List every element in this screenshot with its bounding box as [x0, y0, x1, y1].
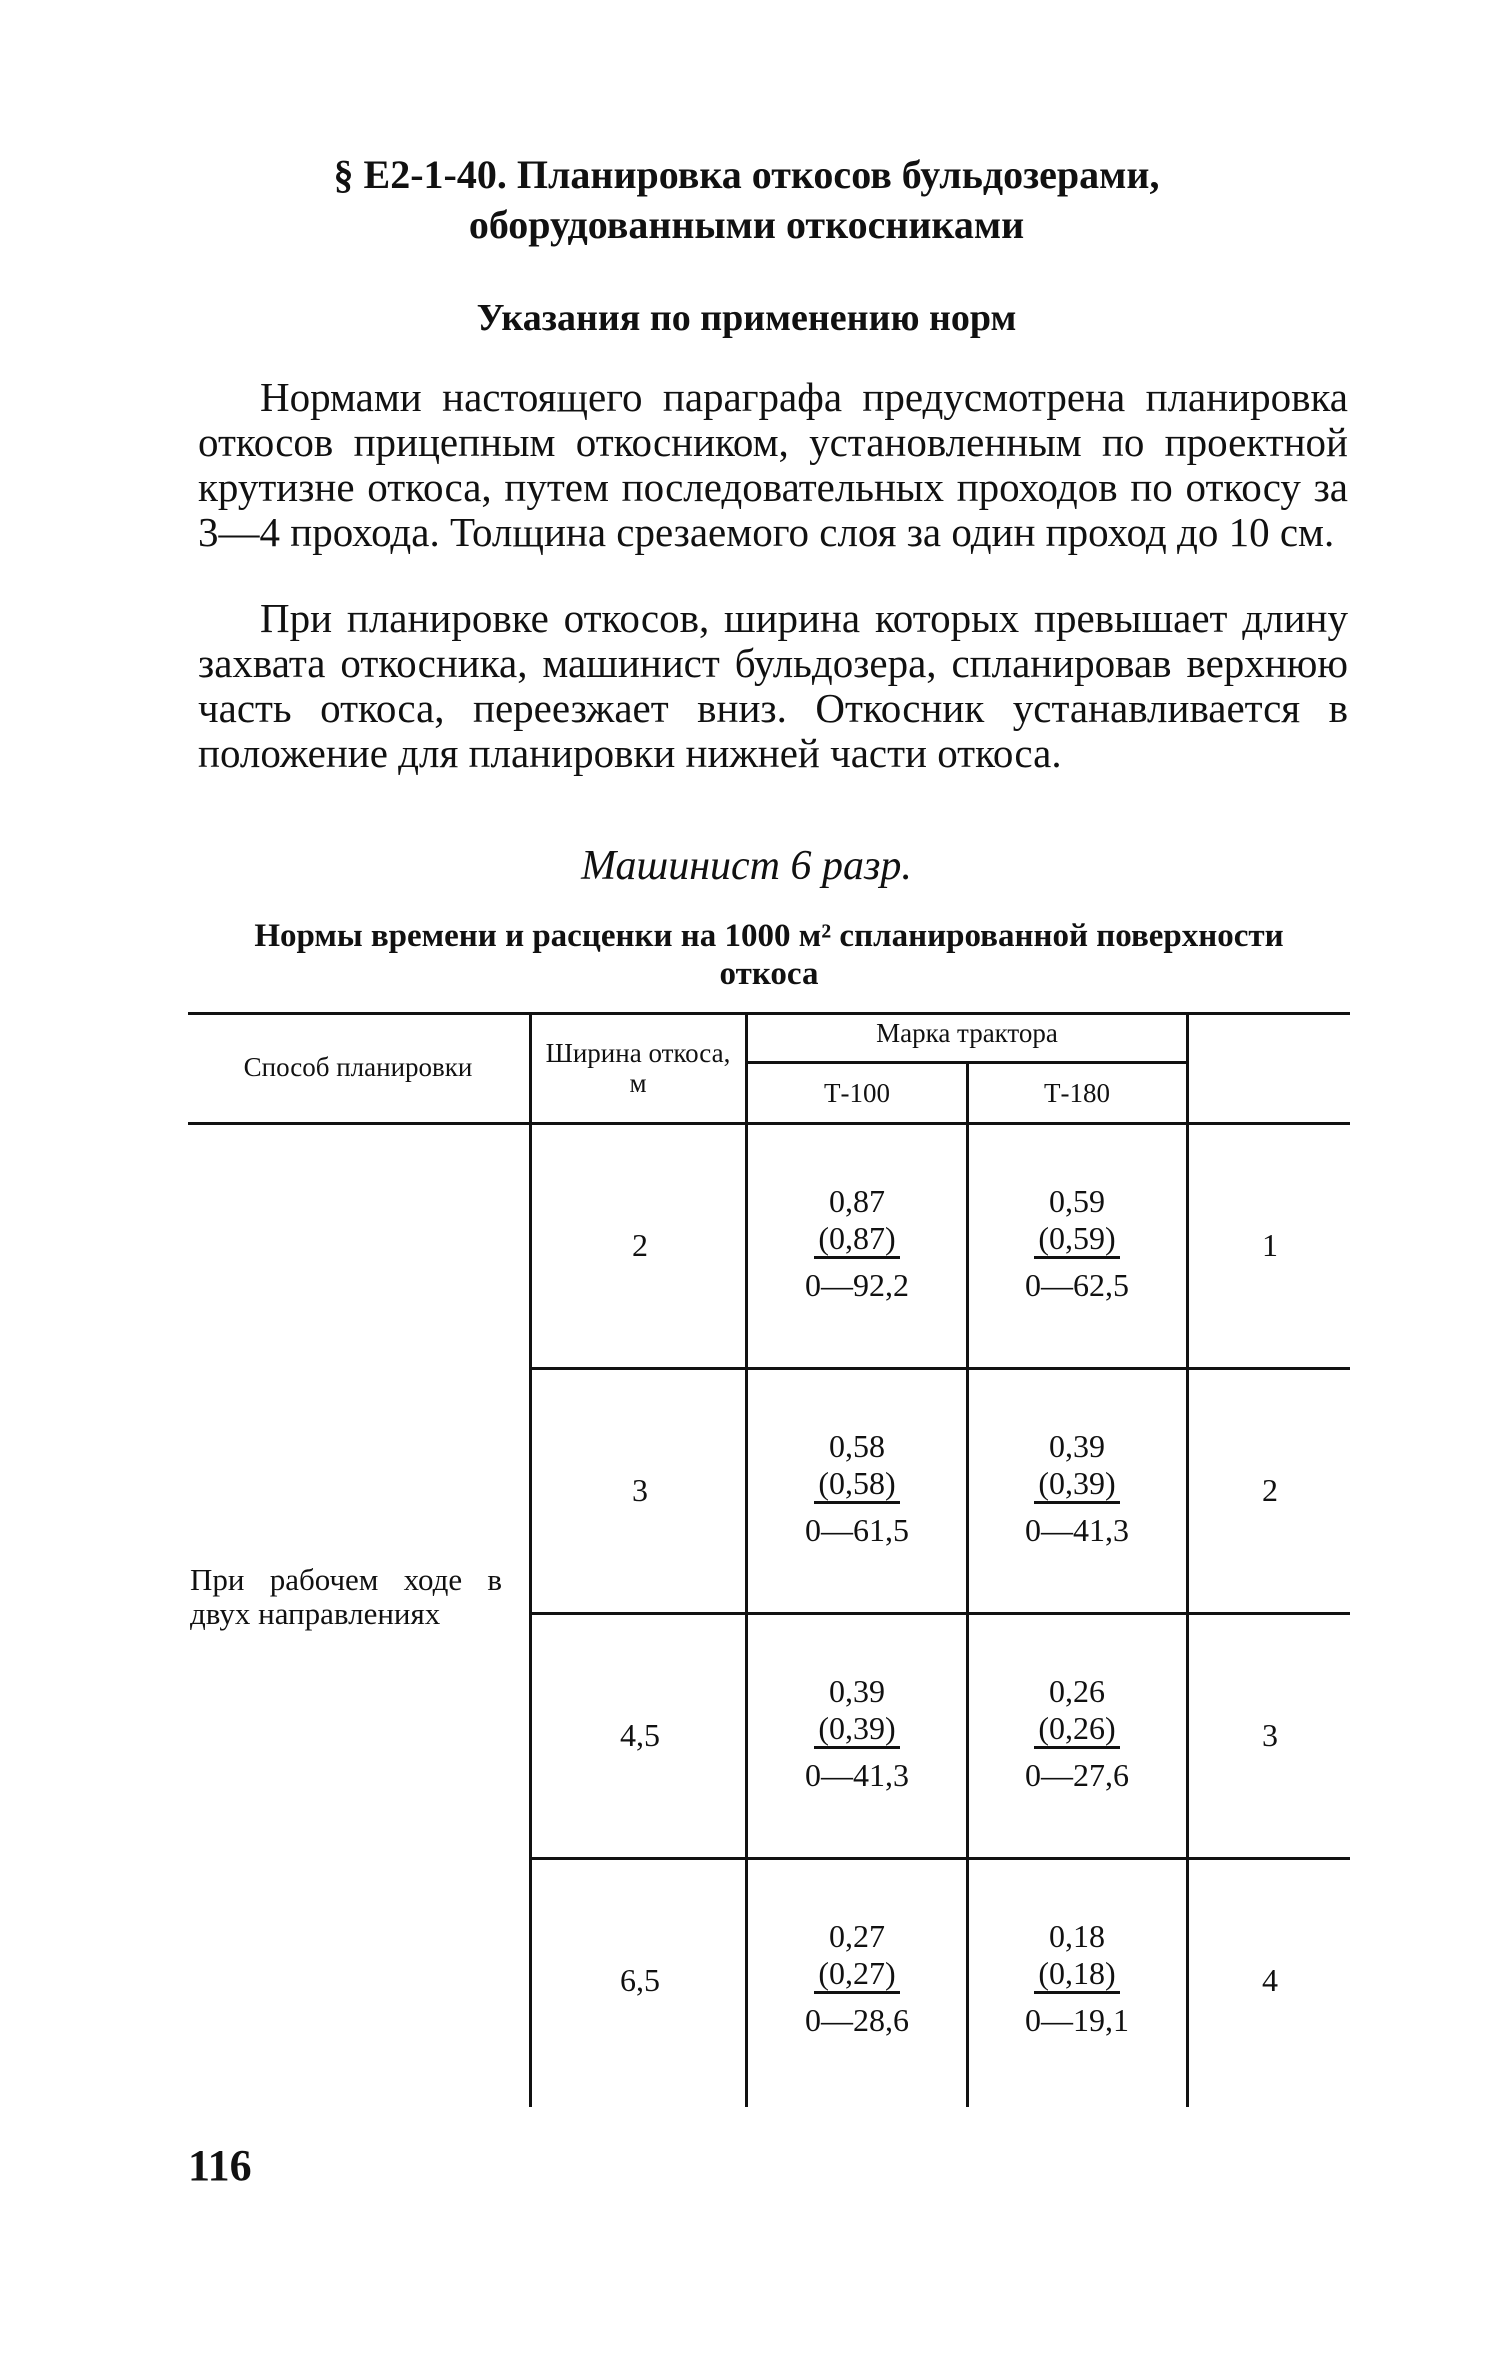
instructions-heading: Указания по применению норм: [476, 297, 1017, 339]
col-rule-t180: [1186, 1012, 1189, 2107]
section-title-line1: § Е2-1-40. Планировка откосов бульдозерами,: [333, 152, 1160, 197]
t100-cell-2: [752, 1427, 962, 1552]
row-rule-2: [530, 1612, 1350, 1615]
header-t100: Т-100: [824, 1078, 890, 1108]
row-rule-1: [530, 1367, 1350, 1370]
paragraph-1: Нормами настоящего параграфа предусмотрена планировка откосов прицепным откосником, установленным по проектной крутизне откоса, путем последовательных проходов по откосу за 3—4 прохода. Толщина срезаемого слоя за один проход до 10 см.: [198, 374, 1348, 555]
width-cell-2: 3: [632, 1472, 648, 1508]
page-number: 116: [188, 2141, 252, 2190]
t180-price-4: 0—19,1: [1025, 2002, 1129, 2038]
table-top-rule: [188, 1012, 1350, 1015]
t100-paren-3: (0,39): [814, 1710, 899, 1749]
t180-paren-4: (0,18): [1034, 1955, 1119, 1994]
t100-cell-4: [752, 1917, 962, 2042]
col-rule-width: [745, 1012, 748, 2107]
header-tractor: Марка трактора: [876, 1018, 1058, 1048]
t100-paren-2: (0,58): [814, 1465, 899, 1504]
width-cell-4: 6,5: [620, 1962, 660, 1998]
t180-price-2: 0—41,3: [1025, 1512, 1129, 1548]
row-number-2: 2: [1262, 1472, 1278, 1508]
t100-paren-1: (0,87): [814, 1220, 899, 1259]
t100-time-2: 0,58: [829, 1428, 885, 1464]
t180-paren-2: (0,39): [1034, 1465, 1119, 1504]
t100-time-4: 0,27: [829, 1918, 885, 1954]
row-number-1: 1: [1262, 1227, 1278, 1263]
table-caption-line1: Нормы времени и расценки на 1000 м² спланированной поверхности: [254, 918, 1284, 954]
t100-price-4: 0—28,6: [805, 2002, 909, 2038]
t180-time-1: 0,59: [1049, 1183, 1105, 1219]
t180-time-2: 0,39: [1049, 1428, 1105, 1464]
t180-price-1: 0—62,5: [1025, 1267, 1129, 1303]
width-cell-3: 4,5: [620, 1717, 660, 1753]
t180-time-3: 0,26: [1049, 1673, 1105, 1709]
t100-cell-3: [752, 1672, 962, 1797]
t180-paren-1: (0,59): [1034, 1220, 1119, 1259]
col-rule-t100: [966, 1061, 969, 2107]
row-number-4: 4: [1262, 1962, 1278, 1998]
table-caption: [188, 917, 1350, 993]
table-caption-line2: откоса: [719, 956, 819, 992]
header-width: Ширина откоса, м: [545, 1038, 731, 1098]
section-title-line2: оборудованными откосниками: [468, 202, 1025, 247]
t180-cell-1: [972, 1182, 1182, 1307]
paragraph-2: При планировке откосов, ширина которых превышает длину захвата откосника, машинист бульдозера, спланировав верхнюю часть откоса, переезжает вниз. Откосник устанавливается в положение для планировки нижней части откоса.: [198, 595, 1348, 776]
worker-grade: Машинист 6 разр.: [581, 843, 912, 889]
t100-price-3: 0—41,3: [805, 1757, 909, 1793]
row-number-3: 3: [1262, 1717, 1278, 1753]
t180-cell-3: [972, 1672, 1182, 1797]
section-title: [0, 150, 1493, 250]
t100-time-3: 0,39: [829, 1673, 885, 1709]
header-method: Способ планировки: [243, 1052, 473, 1082]
t100-paren-4: (0,27): [814, 1955, 899, 1994]
t100-price-1: 0—92,2: [805, 1267, 909, 1303]
header-bottom-rule: [188, 1122, 1350, 1125]
t180-time-4: 0,18: [1049, 1918, 1105, 1954]
col-rule-method: [529, 1012, 532, 2107]
t100-cell-1: [752, 1182, 962, 1307]
header-t180: Т-180: [1044, 1078, 1110, 1108]
t180-price-3: 0—27,6: [1025, 1757, 1129, 1793]
method-cell: При рабочем ходе в двух направлениях: [190, 1562, 502, 1631]
t180-cell-4: [972, 1917, 1182, 2042]
width-cell-1: 2: [632, 1227, 648, 1263]
t180-paren-3: (0,26): [1034, 1710, 1119, 1749]
t100-time-1: 0,87: [829, 1183, 885, 1219]
t180-cell-2: [972, 1427, 1182, 1552]
row-rule-3: [530, 1857, 1350, 1860]
t100-price-2: 0—61,5: [805, 1512, 909, 1548]
